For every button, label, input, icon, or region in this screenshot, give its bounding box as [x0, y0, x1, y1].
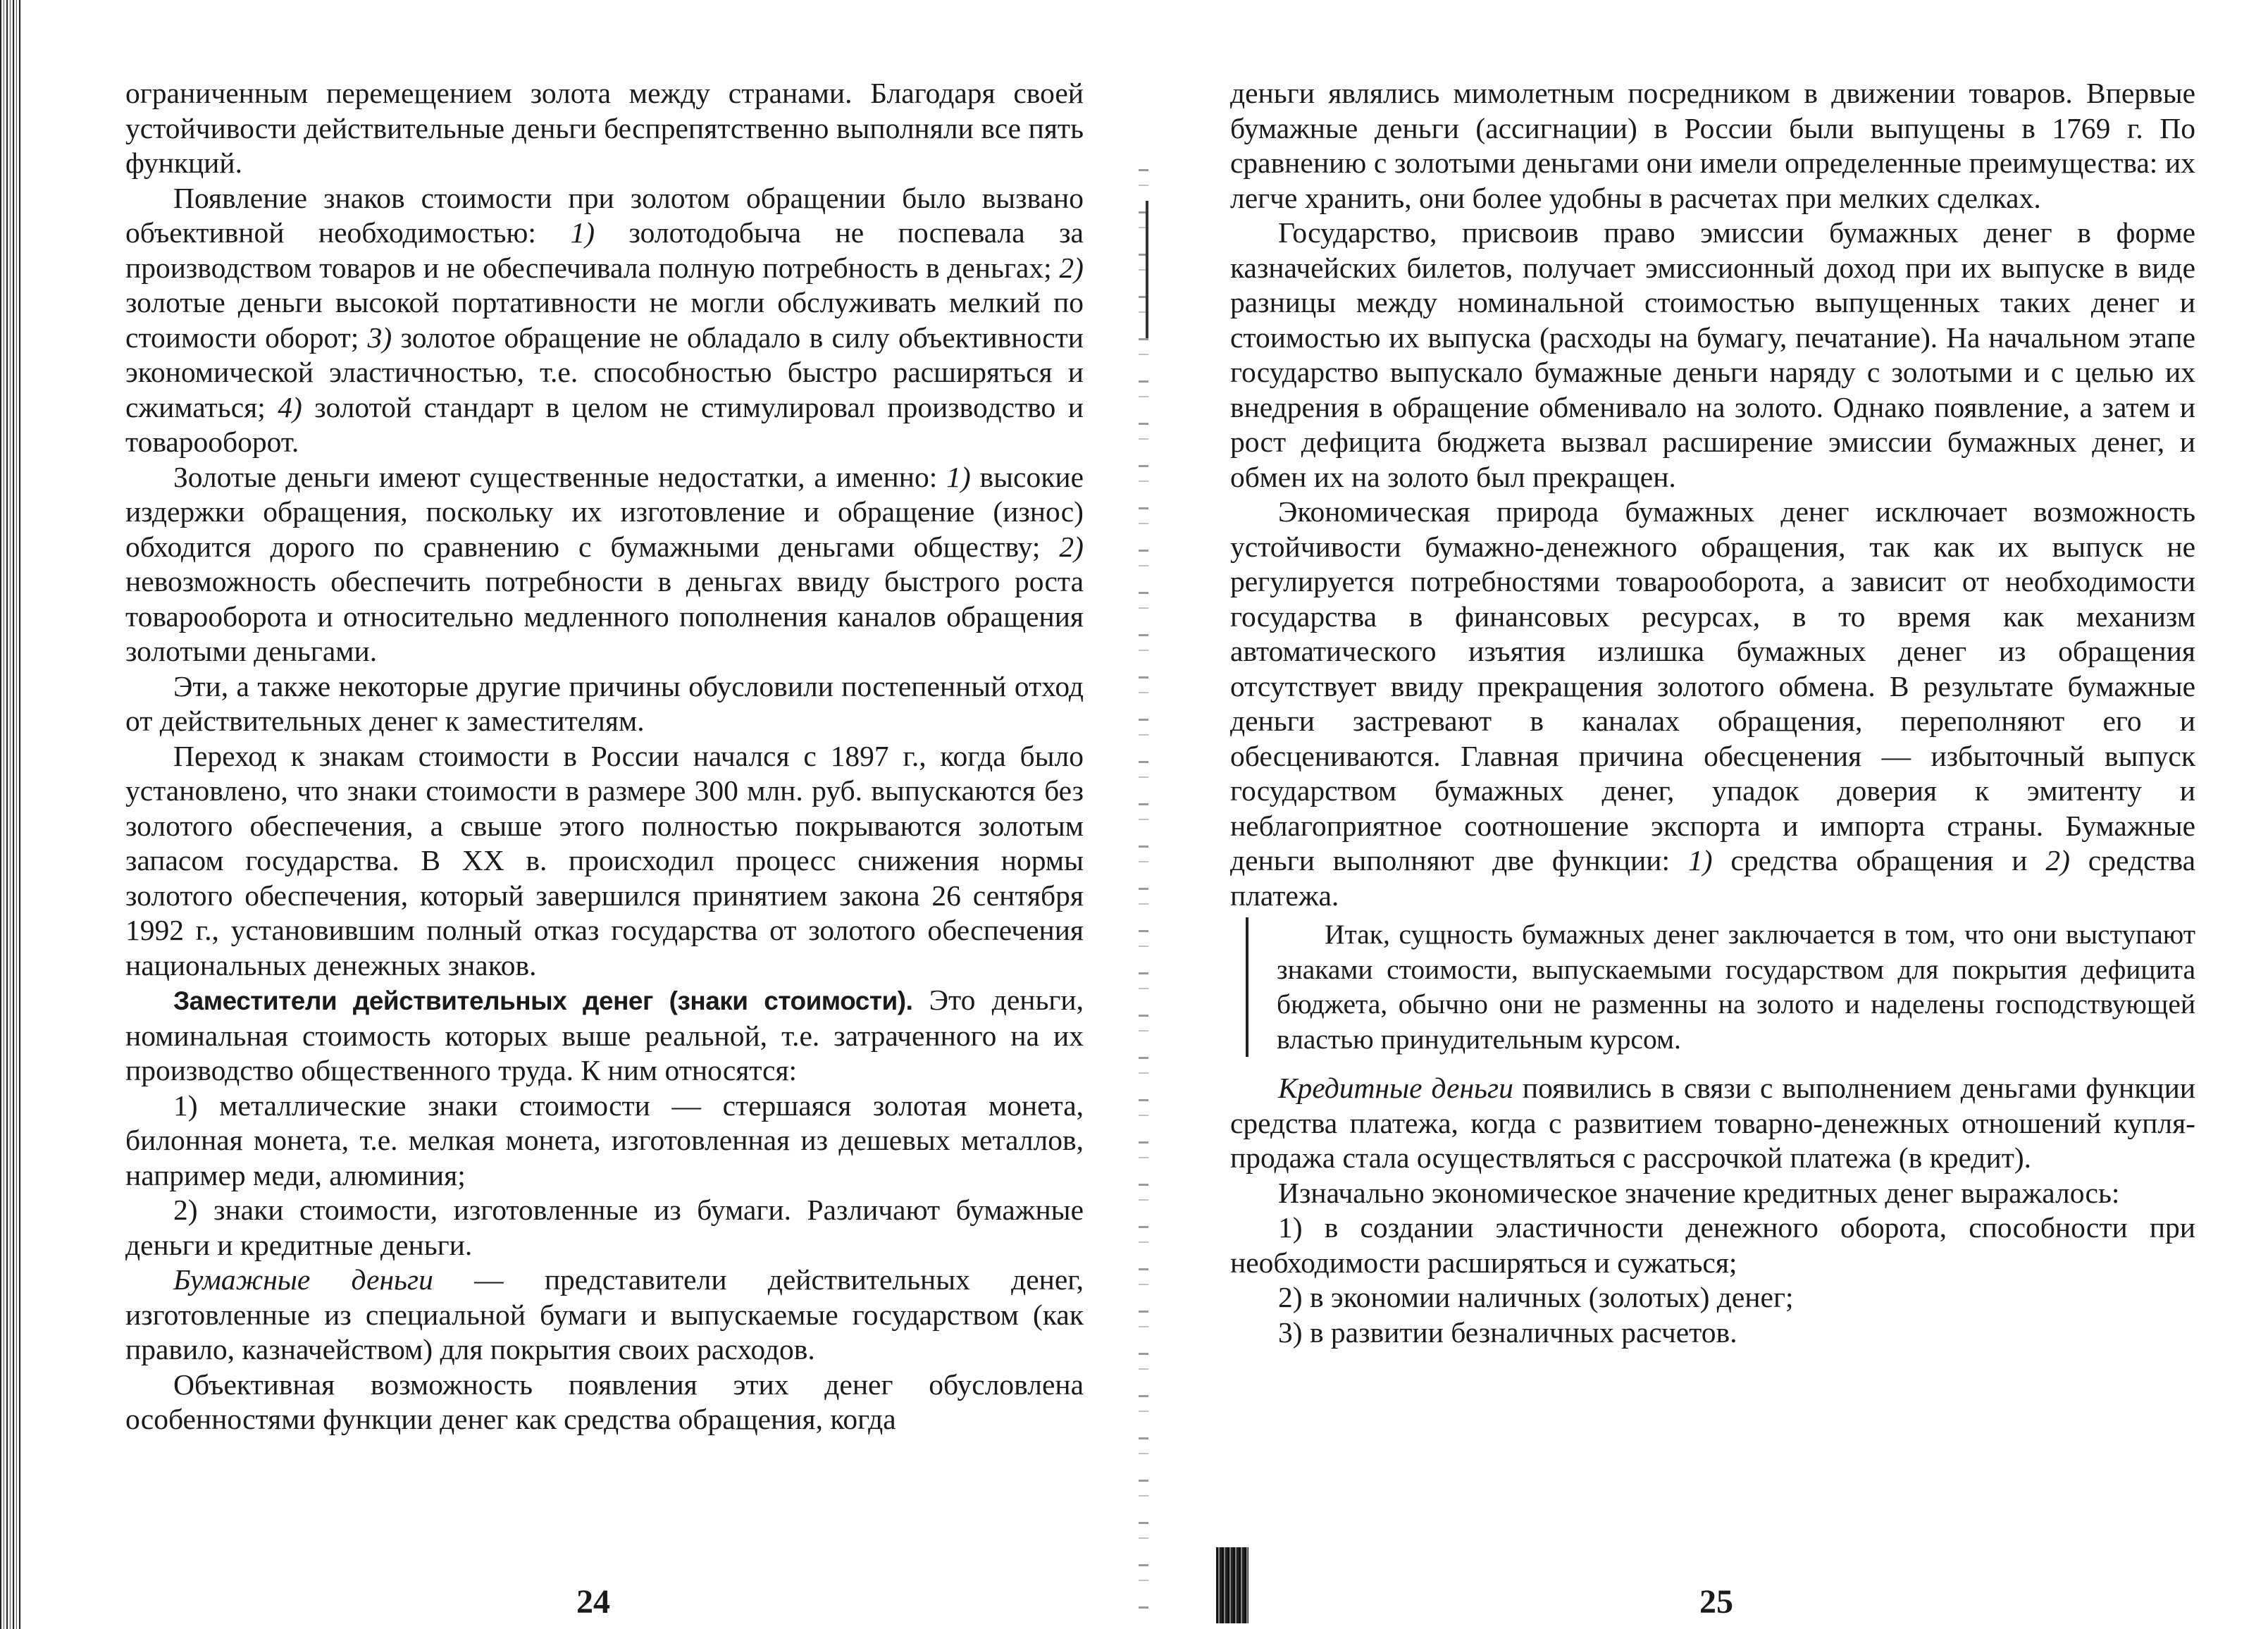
emphasis-text: Кредитные деньги — [1278, 1072, 1513, 1104]
paragraph — [1230, 1280, 2195, 1315]
paragraph — [1230, 216, 2195, 495]
page-number-right: 25 — [1699, 1583, 1733, 1621]
scan-gutter-line — [1146, 201, 1148, 338]
left-page — [125, 76, 1084, 1437]
emphasis-text: 2) — [1059, 530, 1084, 563]
paragraph — [1230, 1210, 2195, 1280]
text-run: Это деньги, номинальная стоимость которых выше реальной, т.е. затраченного на их производство общественного труда. К ним относятся: — [125, 984, 1084, 1086]
text-run: Объективная возможность появления этих денег обусловлена особенностями функции денег как средства обращения, когда — [125, 1368, 1084, 1435]
paragraph — [1230, 76, 2195, 216]
paragraph — [125, 1368, 1084, 1437]
paragraph — [125, 1089, 1084, 1194]
page-number-left: 24 — [576, 1583, 610, 1621]
paragraph — [125, 460, 1084, 669]
definition-callout — [1246, 917, 2195, 1057]
text-run: средства платежа. — [1230, 844, 2195, 912]
paragraph — [1230, 1176, 2195, 1211]
emphasis-text: 1) — [946, 460, 971, 493]
text-run: 2) знаки стоимости, изготовленные из бумаги. Различают бумажные деньги и кредитные деньги. — [125, 1194, 1084, 1261]
text-run: золотое обращение не обладало в силу объективности экономической эластичностью, т.е. способностью быстро расширяться и сжиматься; — [125, 321, 1084, 423]
paragraph — [125, 181, 1084, 460]
paragraph — [125, 669, 1084, 739]
paragraph — [125, 983, 1084, 1089]
text-run: — представители действительных денег, изготовленные из специальной бумаги и выпускаемые государством (как правило, казначейством) для покрытия своих расходов. — [125, 1263, 1084, 1365]
paragraph — [125, 76, 1084, 181]
right-page-body-continued — [1230, 1071, 2195, 1350]
text-run: золотодобыча не поспевала за производством товаров и не обеспечивала полную потребность в деньгах; — [125, 216, 1084, 284]
text-run: Государство, присвоив право эмиссии бумажных денег в форме казначейских билетов, получает эмиссионный доход при их выпуске в виде разницы между номинальной стоимостью выпущенных таких денег и стоимостью их выпуска (расходы на бумагу, печатание). На начальном этапе государство выпускало бумажные деньги наряду с золотыми и с целью их внедрения в обращение обменивало на золото. Однако появление, а затем и рост дефицита бюджета вызвал расширение эмиссии бумажных денег, и обмен их на золото был прекращен. — [1230, 216, 2195, 493]
emphasis-text: 2) — [1059, 251, 1084, 284]
text-run: Эти, а также некоторые другие причины обусловили постепенный отход от действительных денег к заместителям. — [125, 669, 1084, 737]
text-run: 3) в развитии безналичных расчетов. — [1278, 1315, 1737, 1349]
emphasis-text: 3) — [367, 321, 392, 354]
text-run: появились в связи с выполнением деньгами функции средства платежа, когда с развитием товарно-денежных отношений купля-продажа стала осуществляться с рассрочкой платежа (в кредит). — [1230, 1072, 2195, 1174]
emphasis-text: 1) — [1687, 844, 1713, 877]
scan-smudge — [1216, 1547, 1248, 1623]
left-page-body — [125, 76, 1084, 1437]
definition-callout-text: Итак, сущность бумажных денег заключается в том, что они выступают знаками стоимости, выпускаемыми государством для покрытия дефицита бюджета, обычно они не разменны на золото и наделены господствующей властью принудительным курсом. — [1277, 919, 2195, 1055]
text-run: Золотые деньги имеют существенные недостатки, а именно: — [173, 460, 947, 493]
emphasis-text: 2) — [2045, 844, 2070, 877]
paragraph — [125, 739, 1084, 984]
text-run: Переход к знакам стоимости в России начался с 1897 г., когда было установлено, что знаки стоимости в размере 300 млн. руб. выпускаются без золотого обеспечения, а свыше этого полностью покрываются золотым запасом государства. В XX в. происходил процесс снижения нормы золотого обеспечения, который завершился принятием закона 26 сентября 1992 г., установившим полный отказ государства от золотого обеспечения национальных денежных знаков. — [125, 739, 1084, 981]
text-run: Появление знаков стоимости при золотом обращении было вызвано объективной необходимостью: — [125, 181, 1084, 249]
text-run: золотой стандарт в целом не стимулировал производство и товарооборот. — [125, 390, 1084, 458]
text-run: 1) металлические знаки стоимости — стершаяся золотая монета, билонная монета, т.е. мелкая монета, изготовленная из дешевых металлов, например меди, алюминия; — [125, 1089, 1084, 1191]
emphasis-text: 4) — [278, 390, 302, 423]
text-run: высокие издержки обращения, поскольку их изготовление и обращение (износ) обходится дорого по сравнению с бумажными деньгами обществу; — [125, 460, 1084, 563]
paragraph — [1230, 1315, 2195, 1351]
emphasis-text: Бумажные деньги — [173, 1263, 433, 1296]
text-run: 2) в экономии наличных (золотых) денег; — [1278, 1281, 1794, 1313]
scan-binding-edge — [0, 0, 21, 1629]
paragraph — [125, 1193, 1084, 1263]
text-run: Экономическая природа бумажных денег исключает возможность устойчивости бумажно-денежного обращения, так как их выпуск не регулируется потребностями товарооборота, а зависит от необходимости государства в финансовых ресурсах, в то время как механизм автоматического изъятия излишка бумажных денег из обращения отсутствует ввиду прекращения золотого обмена. В результате бумажные деньги застревают в каналах обращения, переполняют его и обесцениваются. Главная причина обесценения — избыточный выпуск государством бумажных денег, упадок доверия к эмитенту и неблагоприятное соотношение экспорта и импорта страны. Бумажные деньги выполняют две функции: — [1230, 495, 2195, 877]
text-run: ограниченным перемещением золота между странами. Благодаря своей устойчивости действительные деньги беспрепятственно выполняли все пять функций. — [125, 77, 1084, 179]
section-heading: Заместители действительных денег (знаки стоимости). — [173, 986, 913, 1015]
text-run: 1) в создании эластичности денежного оборота, способности при необходимости расширяться и сужаться; — [1230, 1211, 2195, 1279]
paragraph — [125, 1263, 1084, 1368]
text-run: деньги являлись мимолетным посредником в движении товаров. Впервые бумажные деньги (ассигнации) в России были выпущены в 1769 г. По сравнению с золотыми деньгами они имели определенные преимущества: их легче хранить, они более удобны в расчетах при мелких сделках. — [1230, 77, 2195, 214]
text-run: золотые деньги высокой портативности не могли обслуживать мелкий по стоимости оборот; — [125, 286, 1084, 354]
text-run: невозможность обеспечить потребности в деньгах ввиду быстрого роста товарооборота и относительно медленного пополнения каналов обращения золотыми деньгами. — [125, 565, 1084, 667]
emphasis-text: 1) — [570, 216, 595, 249]
paragraph — [1230, 495, 2195, 913]
text-run: Изначально экономическое значение кредитных денег выражалось: — [1278, 1176, 2120, 1209]
right-page-body — [1230, 76, 2195, 913]
paragraph — [1230, 1071, 2195, 1176]
right-page — [1230, 76, 2195, 1350]
scan-gutter-shadow — [1139, 169, 1148, 1621]
text-run: средства обращения и — [1712, 844, 2046, 877]
